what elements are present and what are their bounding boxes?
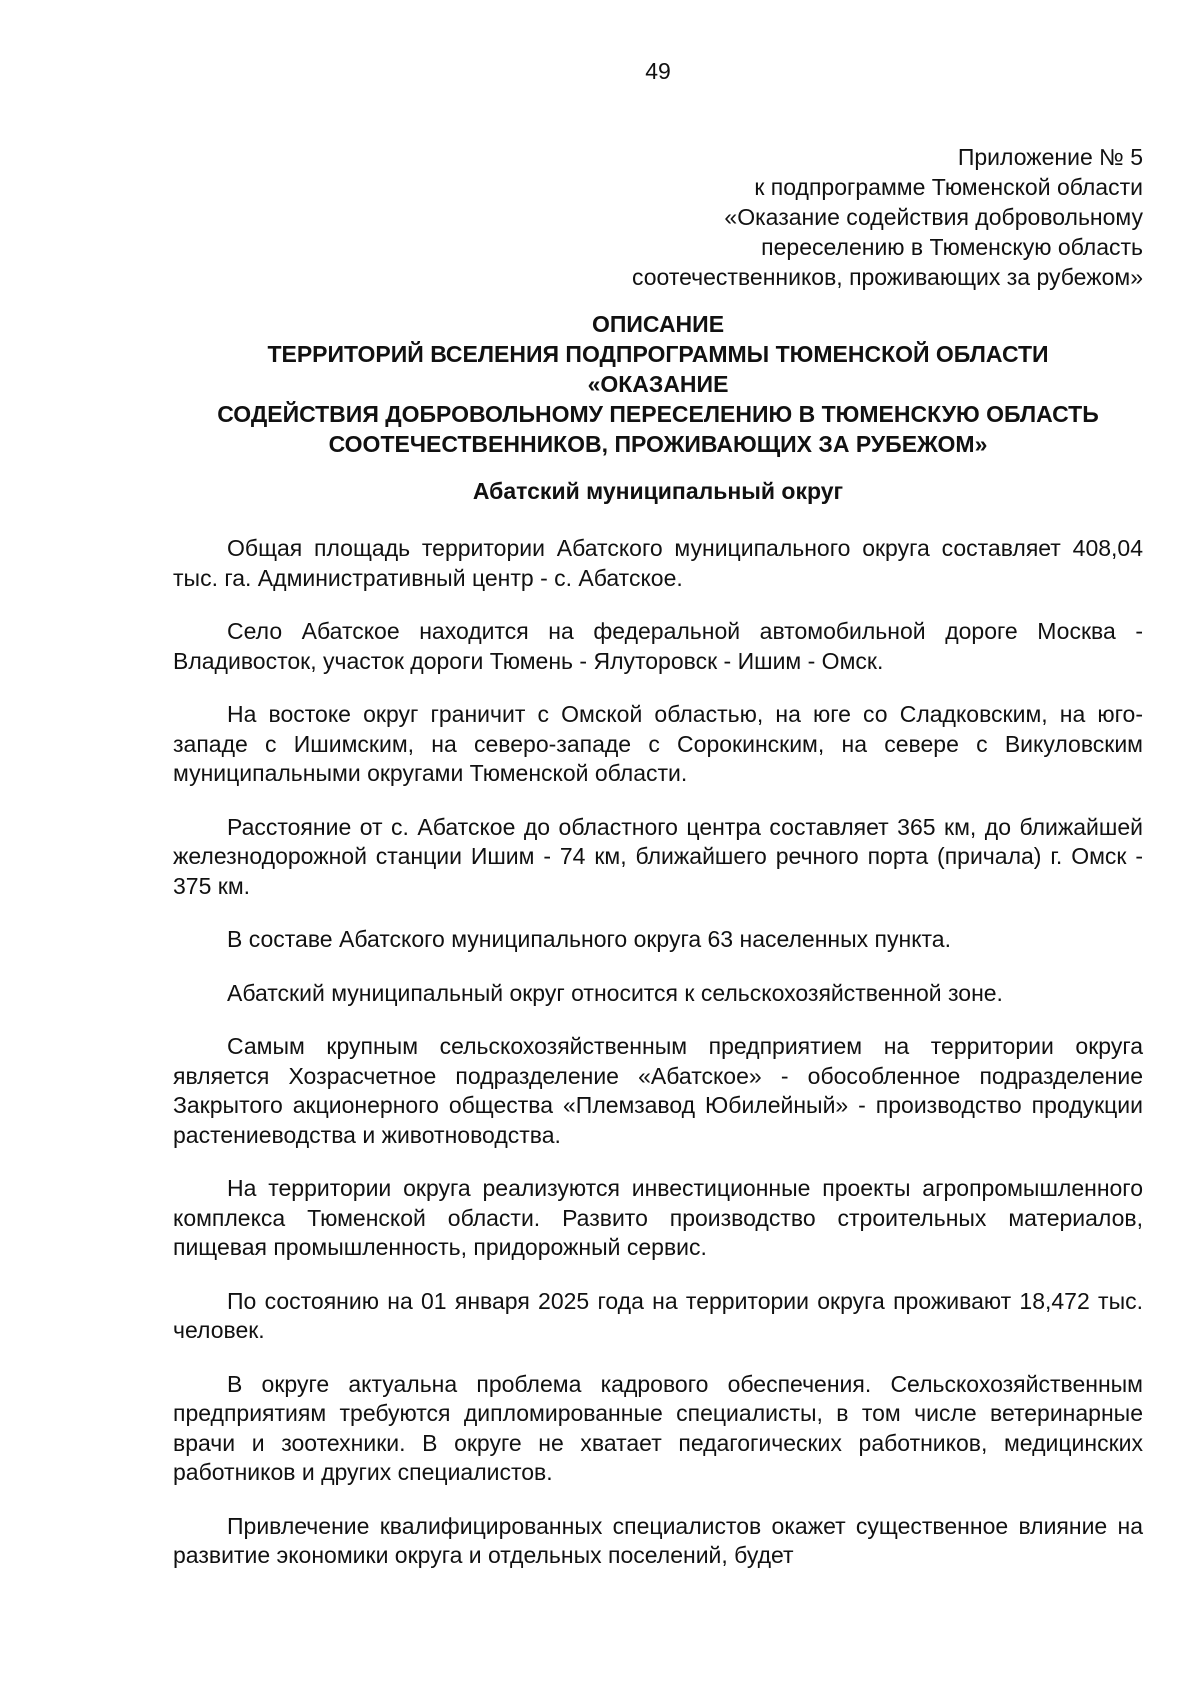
paragraph: В составе Абатского муниципального округа 63 населенных пункта.	[227, 926, 951, 952]
document-title	[173, 309, 1143, 459]
appendix-line: Приложение № 5	[957, 144, 1143, 170]
page-number: 49	[645, 58, 671, 84]
paragraph: Привлечение квалифицированных специалистов окажет существенное влияние на развитие экономики округа и отдельных поселений, будет	[173, 1512, 1143, 1568]
title-line: ТЕРРИТОРИЙ ВСЕЛЕНИЯ ПОДПРОГРАММЫ ТЮМЕНСКОЙ ОБЛАСТИ	[267, 341, 1049, 367]
appendix-line: переселению в Тюменскую область	[761, 234, 1143, 260]
paragraph: Расстояние от с. Абатское до областного центра составляет 365 км, до ближайшей железнодорожной станции Ишим - 74 км, ближайшего речного порта (причала) г. Омск - 375 км.	[173, 813, 1143, 899]
body-text	[173, 534, 1143, 1595]
paragraph: Абатский муниципальный округ относится к сельскохозяйственной зоне.	[227, 979, 1003, 1006]
paragraph: На территории округа реализуются инвестиционные проекты агропромышленного комплекса Тюменской области. Развито производство строительных материалов, пищевая промышленность, придорожный сервис.	[173, 1175, 1143, 1260]
title-line: «ОКАЗАНИЕ	[587, 371, 729, 397]
paragraph: На востоке округ граничит с Омской областью, на юге со Сладковским, на юго-западе с Ишимским, на северо-западе с Сорокинским, на севере с Викуловским муниципальными округами Тюменской области.	[173, 701, 1143, 786]
section-heading: Абатский муниципальный округ	[472, 478, 844, 504]
appendix-line: соотечественников, проживающих за рубежом»	[632, 264, 1143, 290]
paragraph: По состоянию на 01 января 2025 года на территории округа проживают 18,472 тыс. человек.	[173, 1287, 1143, 1343]
title-line: СООТЕЧЕСТВЕННИКОВ, ПРОЖИВАЮЩИХ ЗА РУБЕЖОМ»	[328, 431, 988, 457]
paragraph: Село Абатское находится на федеральной автомобильной дороге Москва - Владивосток, участок дороги Тюмень - Ялуторовск - Ишим - Омск.	[173, 618, 1143, 674]
appendix-block	[173, 142, 1143, 292]
paragraph: Самым крупным сельскохозяйственным предприятием на территории округа является Хозрасчетное подразделение «Абатское» - обособленное подразделение Закрытого акционерного общества «Племзавод Юбилейный» - производство продукции растениеводства и животноводства.	[173, 1033, 1143, 1148]
title-line: ОПИСАНИЕ	[591, 311, 725, 337]
appendix-line: к подпрограмме Тюменской области	[754, 174, 1143, 200]
title-line: СОДЕЙСТВИЯ ДОБРОВОЛЬНОМУ ПЕРЕСЕЛЕНИЮ В ТЮМЕНСКУЮ ОБЛАСТЬ	[217, 401, 1099, 427]
appendix-line: «Оказание содействия добровольному	[724, 204, 1143, 230]
paragraph: Общая площадь территории Абатского муниципального округа составляет 408,04 тыс. га. Административный центр - с. Абатское.	[173, 535, 1143, 591]
paragraph: В округе актуальна проблема кадрового обеспечения. Сельскохозяйственным предприятиям требуются дипломированные специалисты, в том числе ветеринарные врачи и зоотехники. В округе не хватает педагогических работников, медицинских работников и других специалистов.	[173, 1370, 1143, 1485]
